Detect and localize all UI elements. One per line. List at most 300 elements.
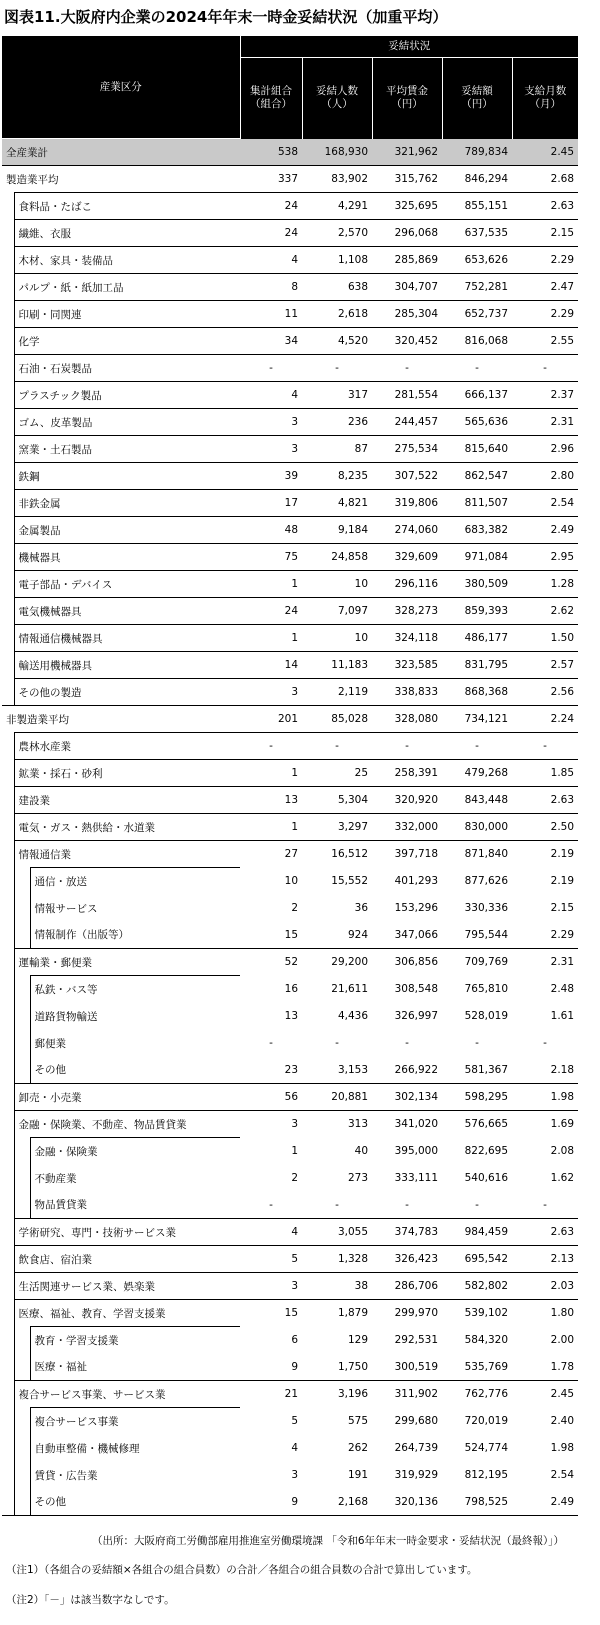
cell-months: 2.96 bbox=[512, 436, 578, 463]
cell-months: 2.62 bbox=[512, 598, 578, 625]
row-label: 物品賃貸業 bbox=[30, 1192, 240, 1219]
cell-unions: 34 bbox=[240, 328, 302, 355]
settlement-table bbox=[2, 36, 578, 1516]
row-label: 電子部品・デバイス bbox=[14, 571, 240, 598]
table-row bbox=[2, 247, 578, 274]
cell-wage: 320,136 bbox=[372, 1489, 442, 1516]
cell-months: 2.49 bbox=[512, 1489, 578, 1516]
table-row bbox=[2, 355, 578, 382]
cell-wage: 153,296 bbox=[394, 902, 439, 914]
cell-months: 1.80 bbox=[512, 1300, 578, 1327]
cell-months: 2.68 bbox=[512, 166, 578, 193]
row-label: プラスチック製品 bbox=[14, 382, 240, 409]
row-label: 輸送用機械器具 bbox=[14, 652, 240, 679]
cell-months: 2.57 bbox=[512, 652, 578, 679]
cell-unions: 9 bbox=[240, 1489, 302, 1516]
cell-wage: 274,060 bbox=[372, 517, 442, 544]
cell-amount: 984,459 bbox=[442, 1219, 512, 1246]
cell-months: 2.45 bbox=[512, 139, 578, 166]
cell-unions: 10 bbox=[284, 875, 299, 887]
cell-months: 2.63 bbox=[512, 1219, 578, 1246]
table-row bbox=[2, 1435, 578, 1462]
cell-months: - bbox=[512, 355, 578, 382]
cell-wage: - bbox=[372, 733, 442, 760]
cell-people: 20,881 bbox=[302, 1084, 372, 1111]
table-row bbox=[2, 1165, 578, 1192]
cell-people: 575 bbox=[347, 1415, 369, 1427]
cell-people: 262 bbox=[347, 1442, 369, 1454]
cell-months: 2.63 bbox=[512, 787, 578, 814]
table-row bbox=[2, 598, 578, 625]
table-row bbox=[2, 1003, 578, 1030]
cell-wage: 326,423 bbox=[372, 1246, 442, 1273]
cell-people: 7,097 bbox=[302, 598, 372, 625]
row-label: その他 bbox=[30, 1489, 240, 1516]
table-row bbox=[2, 1354, 578, 1381]
cell-months: 2.15 bbox=[512, 220, 578, 247]
cell-unions: 24 bbox=[240, 598, 302, 625]
table-row bbox=[2, 895, 578, 922]
table-row bbox=[2, 787, 578, 814]
cell-amount: 565,636 bbox=[442, 409, 512, 436]
table-row bbox=[2, 1489, 578, 1516]
category-header: 産業区分 bbox=[2, 36, 240, 139]
cell-people: 15,552 bbox=[331, 875, 369, 887]
cell-amount: - bbox=[475, 1198, 479, 1211]
row-label: 複合サービス事業 bbox=[30, 1408, 240, 1435]
cell-amount: 789,834 bbox=[442, 139, 512, 166]
table-row bbox=[2, 1084, 578, 1111]
cell-wage: 329,609 bbox=[372, 544, 442, 571]
cell-people: 25 bbox=[302, 760, 372, 787]
cell-months: 2.56 bbox=[512, 679, 578, 706]
cell-wage: 324,118 bbox=[372, 625, 442, 652]
cell-months: 2.63 bbox=[512, 193, 578, 220]
cell-amount: 486,177 bbox=[442, 625, 512, 652]
cell-people: 273 bbox=[347, 1172, 369, 1184]
cell-amount: 859,393 bbox=[442, 598, 512, 625]
table-row bbox=[2, 274, 578, 301]
column-header-amount: 妥結額 （円） bbox=[442, 58, 512, 139]
cell-unions: 1 bbox=[240, 814, 302, 841]
row-label: 鉄鋼 bbox=[14, 463, 240, 490]
cell-unions: 4 bbox=[291, 1442, 299, 1454]
cell-people: 2,618 bbox=[302, 301, 372, 328]
cell-amount: 812,195 bbox=[464, 1469, 509, 1481]
cell-amount: 652,737 bbox=[442, 301, 512, 328]
row-label: 複合サービス事業、サービス業 bbox=[14, 1381, 240, 1408]
cell-months: 2.24 bbox=[512, 706, 578, 733]
cell-unions: 13 bbox=[240, 787, 302, 814]
table-body bbox=[2, 139, 578, 1516]
row-label: 鉱業・採石・砂利 bbox=[14, 760, 240, 787]
row-label: 不動産業 bbox=[30, 1165, 240, 1192]
cell-unions: 5 bbox=[291, 1415, 299, 1427]
cell-amount: - bbox=[442, 355, 512, 382]
table-row bbox=[2, 679, 578, 706]
table-row bbox=[2, 1030, 578, 1057]
cell-months: 2.40 bbox=[550, 1415, 575, 1427]
cell-people: 1,328 bbox=[302, 1246, 372, 1273]
cell-months: 1.98 bbox=[512, 1084, 578, 1111]
cell-months: 2.95 bbox=[512, 544, 578, 571]
cell-unions: 56 bbox=[240, 1084, 302, 1111]
table-row bbox=[2, 517, 578, 544]
cell-amount: 380,509 bbox=[442, 571, 512, 598]
cell-months: 1.62 bbox=[550, 1172, 575, 1184]
cell-people: 1,879 bbox=[302, 1300, 372, 1327]
cell-wage: 296,116 bbox=[372, 571, 442, 598]
cell-wage: - bbox=[372, 355, 442, 382]
note-2: （注2）「－」は該当数字なしです。 bbox=[6, 1594, 175, 1606]
cell-amount: 822,695 bbox=[464, 1145, 509, 1157]
cell-people: 317 bbox=[302, 382, 372, 409]
cell-wage: 275,534 bbox=[372, 436, 442, 463]
cell-amount: 815,640 bbox=[442, 436, 512, 463]
cell-months: - bbox=[543, 1198, 547, 1211]
table-row bbox=[2, 841, 578, 868]
column-header-people: 妥結人数 （人） bbox=[302, 58, 372, 139]
cell-wage: 320,920 bbox=[372, 787, 442, 814]
status-group-header: 妥結状況 bbox=[240, 36, 578, 58]
cell-people: 3,297 bbox=[302, 814, 372, 841]
cell-people: 3,153 bbox=[337, 1063, 369, 1076]
cell-amount: 581,367 bbox=[464, 1063, 509, 1076]
cell-unions: 3 bbox=[240, 1273, 302, 1300]
table-row bbox=[2, 193, 578, 220]
cell-people: 2,570 bbox=[302, 220, 372, 247]
cell-unions: 4 bbox=[240, 382, 302, 409]
cell-amount: 576,665 bbox=[442, 1111, 512, 1138]
cell-amount: 535,769 bbox=[464, 1360, 509, 1373]
cell-months: 2.37 bbox=[512, 382, 578, 409]
cell-wage: 315,762 bbox=[372, 166, 442, 193]
cell-wage: 244,457 bbox=[372, 409, 442, 436]
table-row bbox=[2, 1462, 578, 1489]
table-row bbox=[2, 1192, 578, 1219]
cell-people: 40 bbox=[354, 1145, 369, 1157]
cell-wage: 347,066 bbox=[394, 928, 439, 941]
cell-wage: 341,020 bbox=[372, 1111, 442, 1138]
table-row bbox=[2, 868, 578, 895]
row-label: 印刷・同関連 bbox=[14, 301, 240, 328]
row-label: 卸売・小売業 bbox=[14, 1084, 240, 1111]
cell-unions: 11 bbox=[240, 301, 302, 328]
cell-months: 2.29 bbox=[512, 247, 578, 274]
cell-wage: - bbox=[405, 1198, 409, 1211]
cell-people: 29,200 bbox=[302, 949, 372, 976]
cell-unions: 8 bbox=[240, 274, 302, 301]
note-1: （注1）（各組合の妥結額×各組合の組合員数）の合計／各組合の組合員数の合計で算出しています。 bbox=[6, 1564, 478, 1576]
row-label: 通信・放送 bbox=[30, 868, 240, 895]
cell-months: 2.13 bbox=[512, 1246, 578, 1273]
page-title: 図表11.大阪府内企業の2024年年末一時金妥結状況（加重平均） bbox=[4, 8, 448, 26]
row-label: 金属製品 bbox=[14, 517, 240, 544]
table-row bbox=[2, 301, 578, 328]
cell-amount: 653,626 bbox=[442, 247, 512, 274]
row-label: ゴム、皮革製品 bbox=[14, 409, 240, 436]
table-row bbox=[2, 1273, 578, 1300]
row-label: 化学 bbox=[14, 328, 240, 355]
cell-wage: 285,869 bbox=[372, 247, 442, 274]
cell-unions: 16 bbox=[284, 983, 299, 995]
cell-people: 3,055 bbox=[302, 1219, 372, 1246]
cell-unions: 9 bbox=[291, 1360, 299, 1373]
cell-wage: 266,922 bbox=[394, 1063, 439, 1076]
cell-months: 2.54 bbox=[550, 1469, 575, 1481]
cell-unions: 201 bbox=[240, 706, 302, 733]
cell-unions: 15 bbox=[284, 928, 299, 941]
cell-unions: 24 bbox=[240, 220, 302, 247]
table-row bbox=[2, 733, 578, 760]
cell-months: 2.00 bbox=[550, 1334, 575, 1346]
row-label: 金融・保険業 bbox=[30, 1138, 240, 1165]
cell-months: 2.03 bbox=[512, 1273, 578, 1300]
cell-months: 2.18 bbox=[550, 1063, 575, 1076]
cell-wage: 397,718 bbox=[372, 841, 442, 868]
row-label: 運輸業・郵便業 bbox=[14, 949, 240, 976]
row-label: 木材、家具・装備品 bbox=[14, 247, 240, 274]
cell-amount: - bbox=[475, 1037, 479, 1049]
cell-months: 2.55 bbox=[512, 328, 578, 355]
cell-amount: 831,795 bbox=[442, 652, 512, 679]
row-label: 非製造業平均 bbox=[2, 706, 240, 733]
cell-amount: 598,295 bbox=[442, 1084, 512, 1111]
table-row bbox=[2, 1408, 578, 1435]
row-label: その他の製造 bbox=[14, 679, 240, 706]
cell-months: 2.45 bbox=[512, 1381, 578, 1408]
cell-wage: - bbox=[405, 1037, 409, 1049]
cell-people: 313 bbox=[302, 1111, 372, 1138]
table-row bbox=[2, 220, 578, 247]
cell-months: 1.50 bbox=[512, 625, 578, 652]
cell-unions: 21 bbox=[240, 1381, 302, 1408]
table-row bbox=[2, 706, 578, 733]
cell-months: 2.19 bbox=[550, 875, 575, 887]
column-header-months: 支給月数 （月） bbox=[512, 58, 578, 139]
cell-amount: 868,368 bbox=[442, 679, 512, 706]
row-label: 情報制作（出版等） bbox=[30, 922, 240, 949]
table-row bbox=[2, 1057, 578, 1084]
table-row bbox=[2, 1327, 578, 1354]
cell-unions: 1 bbox=[240, 760, 302, 787]
cell-amount: 855,151 bbox=[442, 193, 512, 220]
cell-wage: 323,585 bbox=[372, 652, 442, 679]
cell-unions: 1 bbox=[240, 625, 302, 652]
cell-wage: 328,273 bbox=[372, 598, 442, 625]
cell-unions: 5 bbox=[240, 1246, 302, 1273]
cell-months: 2.49 bbox=[512, 517, 578, 544]
cell-unions: 4 bbox=[240, 1219, 302, 1246]
cell-people: 638 bbox=[302, 274, 372, 301]
table-row bbox=[2, 166, 578, 193]
table-row bbox=[2, 436, 578, 463]
cell-amount: 720,019 bbox=[464, 1415, 509, 1427]
cell-unions: - bbox=[269, 1198, 273, 1211]
row-label: 電気・ガス・熱供給・水道業 bbox=[14, 814, 240, 841]
cell-wage: 326,997 bbox=[394, 1010, 439, 1022]
table-row bbox=[2, 949, 578, 976]
cell-unions: 3 bbox=[240, 1111, 302, 1138]
row-label: 電気機械器具 bbox=[14, 598, 240, 625]
row-label: 情報サービス bbox=[30, 895, 240, 922]
row-label: 食料品・たばこ bbox=[14, 193, 240, 220]
row-label: 金融・保険業、不動産、物品賃貸業 bbox=[14, 1111, 240, 1138]
row-label: 情報通信機械器具 bbox=[14, 625, 240, 652]
row-label: 機械器具 bbox=[14, 544, 240, 571]
cell-unions: 13 bbox=[284, 1010, 299, 1022]
row-label: 医療・福祉 bbox=[30, 1354, 240, 1381]
cell-unions: 3 bbox=[240, 679, 302, 706]
row-label: 建設業 bbox=[14, 787, 240, 814]
table-row bbox=[2, 922, 578, 949]
row-label: 製造業平均 bbox=[2, 166, 240, 193]
cell-people: 1,108 bbox=[302, 247, 372, 274]
cell-wage: 311,902 bbox=[372, 1381, 442, 1408]
cell-months: 1.85 bbox=[512, 760, 578, 787]
cell-unions: 3 bbox=[240, 409, 302, 436]
cell-months: 2.29 bbox=[512, 301, 578, 328]
cell-unions: - bbox=[269, 1037, 273, 1049]
cell-months: - bbox=[543, 1037, 547, 1049]
cell-people: 191 bbox=[347, 1469, 369, 1481]
cell-wage: 299,970 bbox=[372, 1300, 442, 1327]
table-row bbox=[2, 1111, 578, 1138]
row-label: 生活関連サービス業、娯楽業 bbox=[14, 1273, 240, 1300]
cell-unions: 17 bbox=[240, 490, 302, 517]
cell-amount: - bbox=[442, 733, 512, 760]
cell-wage: 328,080 bbox=[372, 706, 442, 733]
cell-people: 9,184 bbox=[302, 517, 372, 544]
table-row bbox=[2, 1138, 578, 1165]
cell-wage: 321,962 bbox=[372, 139, 442, 166]
cell-amount: 528,019 bbox=[464, 1010, 509, 1022]
cell-months: 1.28 bbox=[512, 571, 578, 598]
row-label: パルプ・紙・紙加工品 bbox=[14, 274, 240, 301]
cell-wage: 296,068 bbox=[372, 220, 442, 247]
cell-amount: 637,535 bbox=[442, 220, 512, 247]
cell-wage: 306,856 bbox=[372, 949, 442, 976]
cell-unions: 15 bbox=[240, 1300, 302, 1327]
cell-people: 38 bbox=[302, 1273, 372, 1300]
table-row bbox=[2, 139, 578, 166]
cell-people: 85,028 bbox=[302, 706, 372, 733]
cell-people: 4,520 bbox=[302, 328, 372, 355]
row-label: 賃貸・広告業 bbox=[30, 1462, 240, 1489]
table-row bbox=[2, 571, 578, 598]
row-label: 私鉄・バス等 bbox=[30, 976, 240, 1003]
cell-amount: 734,121 bbox=[442, 706, 512, 733]
cell-wage: 338,833 bbox=[372, 679, 442, 706]
cell-people: - bbox=[302, 733, 372, 760]
cell-unions: - bbox=[240, 355, 302, 382]
cell-months: 1.98 bbox=[550, 1442, 575, 1454]
cell-amount: 843,448 bbox=[442, 787, 512, 814]
row-label: 情報通信業 bbox=[14, 841, 240, 868]
row-label: 自動車整備・機械修理 bbox=[30, 1435, 240, 1462]
cell-amount: 582,802 bbox=[442, 1273, 512, 1300]
cell-months: 2.08 bbox=[550, 1145, 575, 1157]
cell-wage: 302,134 bbox=[372, 1084, 442, 1111]
row-label: 医療、福祉、教育、学習支援業 bbox=[14, 1300, 240, 1327]
table-row bbox=[2, 544, 578, 571]
cell-people: - bbox=[335, 1198, 339, 1211]
cell-wage: 292,531 bbox=[394, 1334, 439, 1346]
cell-months: 1.78 bbox=[550, 1360, 575, 1373]
cell-people: 11,183 bbox=[302, 652, 372, 679]
cell-amount: 811,507 bbox=[442, 490, 512, 517]
row-label: 道路貨物輸送 bbox=[30, 1003, 240, 1030]
cell-wage: 333,111 bbox=[394, 1172, 439, 1184]
table-row bbox=[2, 1246, 578, 1273]
cell-wage: 285,304 bbox=[372, 301, 442, 328]
cell-people: 24,858 bbox=[302, 544, 372, 571]
cell-wage: 308,548 bbox=[394, 983, 439, 995]
cell-unions: 48 bbox=[240, 517, 302, 544]
cell-people: 21,611 bbox=[331, 983, 369, 995]
cell-wage: 395,000 bbox=[394, 1145, 439, 1157]
cell-months: 2.80 bbox=[512, 463, 578, 490]
cell-people: 2,119 bbox=[302, 679, 372, 706]
cell-wage: 332,000 bbox=[372, 814, 442, 841]
cell-unions: 3 bbox=[240, 436, 302, 463]
table-row bbox=[2, 463, 578, 490]
cell-wage: 319,806 bbox=[372, 490, 442, 517]
cell-months: 2.15 bbox=[550, 902, 575, 914]
cell-amount: 683,382 bbox=[442, 517, 512, 544]
table-row bbox=[2, 625, 578, 652]
row-label: 農林水産業 bbox=[14, 733, 240, 760]
cell-months: - bbox=[512, 733, 578, 760]
cell-amount: 479,268 bbox=[442, 760, 512, 787]
cell-amount: 584,320 bbox=[464, 1334, 509, 1346]
table-row bbox=[2, 382, 578, 409]
cell-amount: 762,776 bbox=[442, 1381, 512, 1408]
cell-people: 4,821 bbox=[302, 490, 372, 517]
cell-people: 16,512 bbox=[302, 841, 372, 868]
cell-amount: 752,281 bbox=[442, 274, 512, 301]
cell-people: 2,168 bbox=[302, 1489, 372, 1516]
table-row bbox=[2, 814, 578, 841]
row-label: 学術研究、専門・技術サービス業 bbox=[14, 1219, 240, 1246]
cell-people: 168,930 bbox=[302, 139, 372, 166]
cell-unions: 1 bbox=[291, 1145, 299, 1157]
cell-people: 83,902 bbox=[302, 166, 372, 193]
cell-people: 10 bbox=[302, 571, 372, 598]
cell-unions: 538 bbox=[240, 139, 302, 166]
cell-unions: 337 bbox=[240, 166, 302, 193]
column-header-unions: 集計組合 （組合） bbox=[240, 58, 302, 139]
cell-unions: 52 bbox=[240, 949, 302, 976]
cell-people: 87 bbox=[302, 436, 372, 463]
cell-amount: 971,084 bbox=[442, 544, 512, 571]
cell-amount: 695,542 bbox=[442, 1246, 512, 1273]
cell-unions: 39 bbox=[240, 463, 302, 490]
cell-unions: 23 bbox=[284, 1063, 299, 1076]
cell-amount: 709,769 bbox=[442, 949, 512, 976]
cell-amount: 846,294 bbox=[442, 166, 512, 193]
cell-wage: 299,680 bbox=[394, 1415, 439, 1427]
cell-months: 2.48 bbox=[550, 983, 575, 995]
cell-unions: 1 bbox=[240, 571, 302, 598]
cell-people: 924 bbox=[347, 928, 369, 941]
cell-wage: 307,522 bbox=[372, 463, 442, 490]
cell-unions: 75 bbox=[240, 544, 302, 571]
cell-months: 2.50 bbox=[512, 814, 578, 841]
cell-wage: 325,695 bbox=[372, 193, 442, 220]
cell-people: 236 bbox=[302, 409, 372, 436]
cell-people: 4,291 bbox=[302, 193, 372, 220]
